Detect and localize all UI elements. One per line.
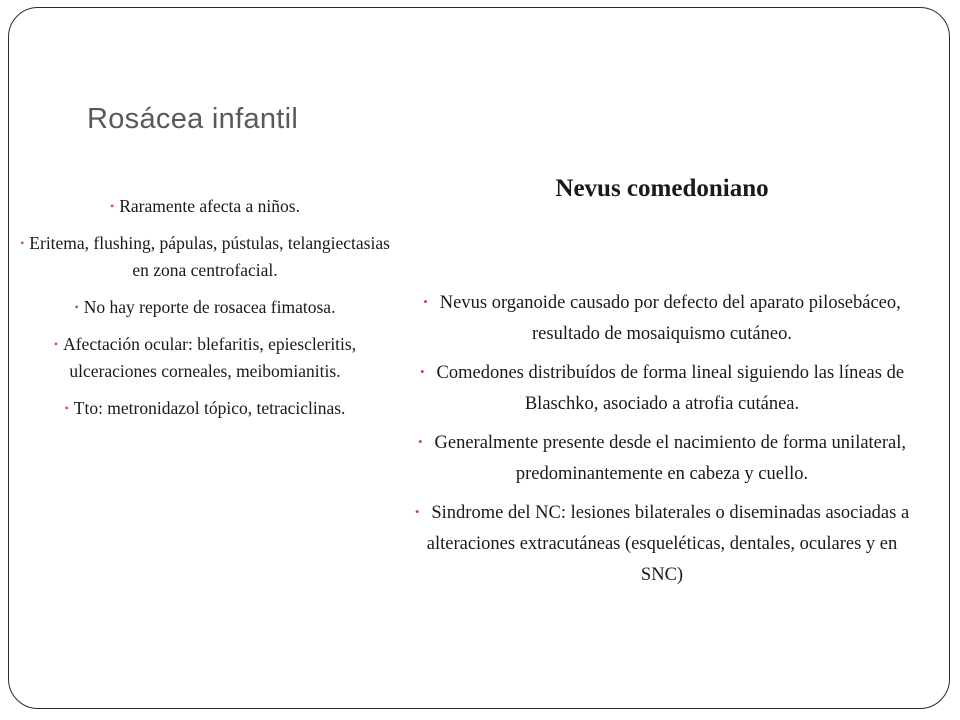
bullet-icon: •: [414, 504, 420, 519]
bullet-icon: •: [417, 434, 423, 449]
left-bullet-text: No hay reporte de rosacea fimatosa.: [83, 297, 336, 317]
right-bullet-list: [412, 286, 912, 597]
bullet-icon: •: [20, 236, 25, 250]
bullet-icon: •: [64, 401, 69, 415]
bullet-icon: •: [110, 199, 115, 213]
left-bullet-item: [12, 395, 398, 422]
bullet-icon: •: [53, 337, 59, 351]
left-bullet-text: Raramente afecta a niños.: [119, 196, 300, 216]
bullet-icon: •: [419, 364, 425, 379]
right-bullet-item: [412, 356, 912, 420]
bullet-icon: •: [74, 300, 79, 314]
slide-title: Rosácea infantil: [87, 103, 299, 135]
right-bullet-item: [412, 286, 912, 350]
right-bullet-text: Generalmente presente desde el nacimiento de forma unilateral, predominantemente en cabeza y cuello.: [434, 433, 907, 484]
section-heading: Nevus comedoniano: [555, 175, 769, 202]
left-bullet-text: Afectación ocular: blefaritis, epiescleritis, ulceraciones corneales, meibomianitis.: [63, 334, 357, 381]
left-bullet-list: [12, 193, 398, 432]
bullet-icon: •: [423, 294, 428, 309]
left-bullet-item: [12, 193, 398, 220]
left-bullet-item: [12, 294, 398, 321]
right-bullet-text: Comedones distribuídos de forma lineal siguiendo las líneas de Blaschko, asociado a atrofia cutánea.: [436, 363, 905, 414]
left-bullet-text: Tto: metronidazol tópico, tetraciclinas.: [73, 398, 346, 418]
right-bullet-item: [412, 426, 912, 490]
right-bullet-text: Sindrome del NC: lesiones bilaterales o diseminadas asociadas a alteraciones extracutáneas (esqueléticas, dentales, oculares y en SNC): [426, 503, 910, 585]
left-bullet-item: [12, 230, 398, 284]
left-bullet-item: [12, 331, 398, 385]
left-bullet-text: Eritema, flushing, pápulas, pústulas, telangiectasias en zona centrofacial.: [29, 233, 390, 280]
right-bullet-item: [412, 496, 912, 591]
right-bullet-text: Nevus organoide causado por defecto del aparato pilosebáceo, resultado de mosaiquismo cutáneo.: [439, 293, 901, 344]
